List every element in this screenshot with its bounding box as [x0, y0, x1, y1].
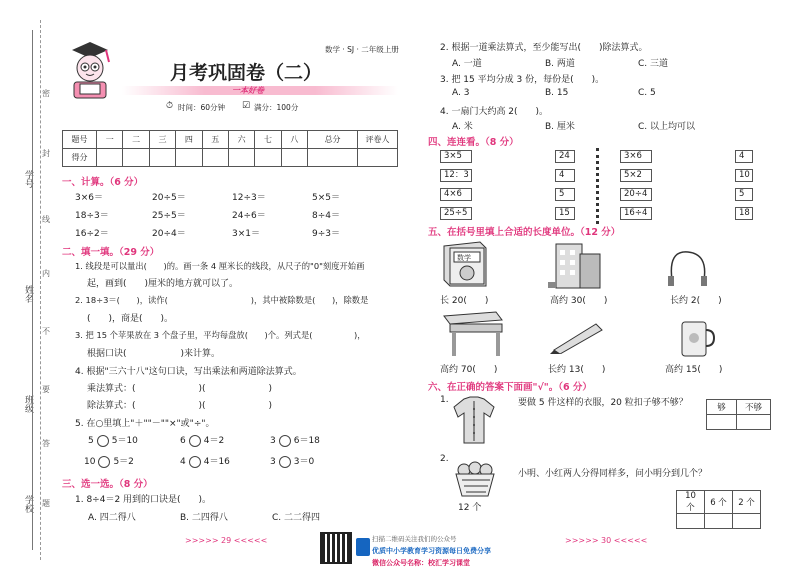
- choice-option[interactable]: A. 一道: [452, 59, 482, 69]
- unit-fill-item[interactable]: 长约 13( ): [548, 365, 606, 375]
- fill-question-2a: 2. 18÷3＝( )，读作( )，其中被除数是( )，除数是: [75, 295, 369, 305]
- choice-option[interactable]: C. 二二得四: [272, 513, 321, 523]
- fill-question-1b: 起，画到( )厘米的地方就可以了。: [87, 279, 239, 289]
- checkbox-icon: ☑: [242, 101, 251, 111]
- calc-item: 3×1＝: [232, 229, 260, 239]
- binding-school-label: 学校: [23, 495, 33, 513]
- unit-fill-item[interactable]: 高约 15( ): [665, 365, 723, 375]
- binding-seal-word: 要: [42, 385, 50, 394]
- answer-option: 10 个: [677, 491, 705, 514]
- score-table-cell: 六: [228, 131, 254, 149]
- calc-item: 20÷5＝: [152, 193, 186, 203]
- choice-option[interactable]: A. 3: [452, 88, 470, 98]
- score-table-header-row: [63, 131, 398, 149]
- section2-title: 二、填一填。（29 分）: [62, 247, 160, 258]
- mug-illustration: [678, 318, 716, 358]
- binding-seal-word: 内: [42, 269, 50, 278]
- choice-option[interactable]: B. 厘米: [545, 122, 575, 132]
- tick-cell[interactable]: [705, 514, 733, 529]
- fill-question-2b: ( )，商是( )。: [87, 314, 174, 324]
- title-badge: 一本好卷: [232, 86, 264, 95]
- operator-item[interactable]: 4 4＝16: [180, 457, 230, 467]
- score-table-cell: 二: [123, 131, 149, 149]
- operator-circle[interactable]: [98, 456, 110, 468]
- score-table-cell: 三: [149, 131, 175, 149]
- match-left-item[interactable]: 16÷4: [620, 207, 652, 220]
- answer-option: 2 个: [733, 491, 761, 514]
- match-right-item[interactable]: 18: [735, 207, 753, 220]
- score-table-cell: 八: [281, 131, 307, 149]
- score-table-score-row: [63, 149, 398, 167]
- fill-question-1a: 1. 线段是可以量出( )的。画一条 4 厘米长的线段，从尺子的"0"刻度开始画: [75, 261, 365, 271]
- score-input-cell[interactable]: [228, 149, 254, 167]
- tick-question-2: 小明、小红两人分得同样多，问小明分到几个？: [518, 469, 708, 479]
- calc-item: 20÷4＝: [152, 229, 186, 239]
- binding-seal-word: 答: [42, 439, 50, 448]
- choice-option[interactable]: C. 以上均可以: [638, 122, 696, 132]
- page-number-right: >>>>> 30 <<<<<: [565, 536, 648, 545]
- fill-question-5: 5. 在○里填上"＋""－""×"或"÷"。: [75, 419, 215, 429]
- choice-question-4: 4. 一扇门大约高 2( )。: [440, 107, 549, 117]
- tick-question-1-number: 1.: [440, 395, 449, 405]
- match-right-item[interactable]: 10: [735, 169, 753, 182]
- choice-option[interactable]: C. 三道: [638, 59, 669, 69]
- binding-class-label: 班级: [23, 395, 33, 413]
- operator-item[interactable]: 3 6＝18: [270, 436, 320, 446]
- answer-option: 够: [707, 400, 737, 415]
- promo-text: 优质中小学教育学习资源每日免费分享: [372, 547, 491, 555]
- choice-option[interactable]: B. 两道: [545, 59, 575, 69]
- unit-fill-item[interactable]: 长 20( ): [440, 296, 489, 306]
- score-input-cell[interactable]: [176, 149, 202, 167]
- match-right-item[interactable]: 4: [555, 169, 575, 182]
- desk-illustration: [440, 308, 504, 358]
- choice-option[interactable]: B. 二四得八: [180, 513, 228, 523]
- fruit-basket-illustration: [452, 460, 498, 498]
- match-right-item[interactable]: 24: [555, 150, 575, 163]
- binding-seal-word: 题: [42, 499, 50, 508]
- operator-item[interactable]: 3 3＝0: [270, 457, 315, 467]
- match-left-item[interactable]: 12：3: [440, 169, 472, 182]
- section3-title: 三、选一选。（8 分）: [62, 479, 153, 490]
- tick-question-2-number: 2.: [440, 454, 449, 464]
- match-right-item[interactable]: 5: [555, 188, 575, 201]
- operator-item[interactable]: 6 4＝2: [180, 436, 225, 446]
- score-input-cell[interactable]: [308, 149, 358, 167]
- score-table-cell: 总分: [308, 131, 358, 149]
- match-left-item[interactable]: 20÷4: [620, 188, 652, 201]
- score-input-cell[interactable]: [123, 149, 149, 167]
- operator-circle[interactable]: [279, 456, 291, 468]
- calc-item: 18÷3＝: [75, 211, 109, 221]
- fill-question-4: 4. 根据"三六十八"这句口诀，写出乘法和两道除法算式。: [75, 367, 302, 377]
- match-left-item[interactable]: 3×5: [440, 150, 472, 163]
- score-table-cell: 七: [255, 131, 281, 149]
- full-score: 满分：100分: [254, 103, 299, 112]
- unit-fill-item[interactable]: 高约 70( ): [440, 365, 498, 375]
- binding-name-label: 姓名: [23, 285, 33, 303]
- fill-question-3a: 3. 把 15 个苹果放在 3 个盘子里，平均每盘放( )个。列式是( )，: [75, 330, 366, 340]
- score-table-cell: 题号: [63, 131, 97, 149]
- answer-table-1: [706, 399, 771, 430]
- calc-item: 24÷6＝: [232, 211, 266, 221]
- binding-seal-word: 线: [42, 215, 50, 224]
- math-book-label: 数学: [457, 254, 471, 262]
- unit-fill-item[interactable]: 高约 30( ): [550, 296, 608, 306]
- tick-cell[interactable]: [733, 514, 761, 529]
- calc-item: 9÷3＝: [312, 229, 340, 239]
- binding-seal-word: 密: [42, 89, 50, 98]
- choice-question-2: 2. 根据一道乘法算式，至少能写出( )除法算式。: [440, 43, 648, 53]
- fill-question-4a: 乘法算式：( )( ): [87, 384, 273, 394]
- choice-option[interactable]: A. 四二得八: [88, 513, 136, 523]
- choice-question-3: 3. 把 15 平均分成 3 份，每份是( )。: [440, 75, 605, 85]
- match-left-item[interactable]: 25÷5: [440, 207, 472, 220]
- score-input-cell[interactable]: [202, 149, 228, 167]
- clock-icon: ⏱: [166, 101, 174, 111]
- calc-item: 5×5＝: [312, 193, 340, 203]
- calc-item: 16÷2＝: [75, 229, 109, 239]
- calc-item: 25÷5＝: [152, 211, 186, 221]
- math-book-illustration: [440, 240, 490, 288]
- calc-item: 12÷3＝: [232, 193, 266, 203]
- operator-item[interactable]: 10 5＝2: [84, 457, 134, 467]
- section6-title: 六、在正确的答案下面画"√"。（6 分）: [428, 382, 592, 393]
- score-table: [62, 130, 398, 167]
- section4-title: 四、连连看。（8 分）: [428, 137, 519, 148]
- operator-circle[interactable]: [97, 435, 109, 447]
- binding-seal-word: 封: [42, 149, 50, 158]
- score-input-cell[interactable]: [358, 149, 398, 167]
- binding-seal-word: 不: [42, 327, 50, 336]
- tick-cell[interactable]: [737, 415, 771, 430]
- choice-question-1: 1. 8÷4＝2 用到的口诀是( )。: [75, 495, 212, 505]
- answer-table-2: [676, 490, 761, 529]
- match-right-item[interactable]: 15: [555, 207, 575, 220]
- choice-option[interactable]: A. 米: [452, 122, 473, 132]
- score-input-cell[interactable]: [149, 149, 175, 167]
- calc-item: 3×6＝: [75, 193, 103, 203]
- answer-option: 不够: [737, 400, 771, 415]
- score-table-cell: 得分: [63, 149, 97, 167]
- unit-fill-item[interactable]: 长约 2( ): [670, 296, 722, 306]
- operator-item[interactable]: 5 5＝10: [88, 436, 138, 446]
- answer-option: 6 个: [705, 491, 733, 514]
- operator-circle[interactable]: [189, 435, 201, 447]
- score-input-cell[interactable]: [97, 149, 123, 167]
- score-table-cell: 四: [176, 131, 202, 149]
- match-separator-chain: [596, 148, 599, 224]
- qr-code-icon[interactable]: [320, 532, 352, 564]
- jump-rope-illustration: [664, 240, 712, 286]
- section5-title: 五、在括号里填上合适的长度单位。（12 分）: [428, 227, 621, 238]
- brand-logo-icon: [356, 538, 370, 556]
- building-illustration: [548, 238, 604, 290]
- score-table-cell: 评卷人: [358, 131, 398, 149]
- scan-hint: 扫描二维码关注我们的公众号: [372, 535, 457, 543]
- mascot-illustration: [62, 38, 118, 100]
- match-left-item[interactable]: 4×6: [440, 188, 472, 201]
- page-title: 月考巩固卷（二）: [170, 62, 323, 84]
- operator-circle[interactable]: [279, 435, 291, 447]
- time-limit: 时间：60分钟: [178, 103, 226, 112]
- match-right-item[interactable]: 4: [735, 150, 753, 163]
- operator-circle[interactable]: [189, 456, 201, 468]
- match-left-item[interactable]: 5×2: [620, 169, 652, 182]
- match-left-item[interactable]: 3×6: [620, 150, 652, 163]
- pen-illustration: [550, 318, 606, 354]
- choice-option[interactable]: C. 5: [638, 88, 656, 98]
- fill-question-4b: 除法算式：( )( ): [87, 401, 273, 411]
- binding-student-no-label: 学号: [23, 170, 33, 188]
- score-table-cell: 五: [202, 131, 228, 149]
- subject-label: 数学 · SJ · 二年级上册: [325, 45, 399, 54]
- fill-question-3b: 根据口诀( )来计算。: [87, 349, 221, 359]
- tick-question-1: 要做 5 件这样的衣服，20 粒扣子够不够？: [518, 398, 688, 408]
- page-number-left: >>>>> 29 <<<<<: [185, 536, 268, 545]
- score-input-cell[interactable]: [255, 149, 281, 167]
- basket-caption: 12 个: [458, 503, 482, 513]
- score-input-cell[interactable]: [281, 149, 307, 167]
- section1-title: 一、计算。（6 分）: [62, 177, 144, 188]
- score-table-cell: 一: [97, 131, 123, 149]
- tick-cell[interactable]: [677, 514, 705, 529]
- binding-fill-line[interactable]: [32, 30, 33, 550]
- wechat-account: 微信公众号名称：校汇学习课堂: [372, 559, 470, 567]
- shirt-illustration: [452, 395, 496, 445]
- binding-dashed-line: [40, 20, 41, 560]
- calc-item: 8÷4＝: [312, 211, 340, 221]
- tick-cell[interactable]: [707, 415, 737, 430]
- match-right-item[interactable]: 5: [735, 188, 753, 201]
- choice-option[interactable]: B. 15: [545, 88, 569, 98]
